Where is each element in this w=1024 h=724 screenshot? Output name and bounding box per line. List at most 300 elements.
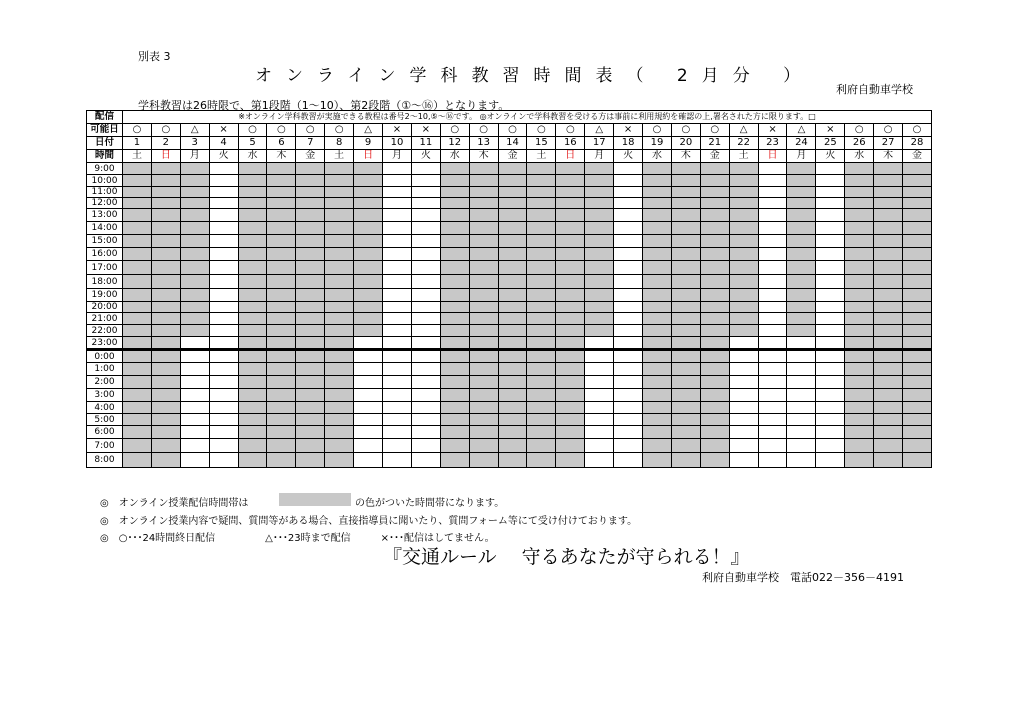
empty-slot: [411, 325, 440, 337]
empty-slot: [411, 302, 440, 313]
time-row: [87, 439, 932, 453]
empty-slot: [729, 376, 758, 389]
empty-slot: [614, 414, 643, 426]
delivery-slot: [845, 289, 874, 302]
availability-mark: ○: [845, 124, 874, 137]
delivery-slot: [151, 198, 180, 209]
empty-slot: [787, 376, 816, 389]
delivery-slot: [469, 439, 498, 453]
delivery-slot: [498, 261, 527, 275]
delivery-slot: [469, 337, 498, 350]
delivery-slot: [325, 248, 354, 261]
delivery-slot: [469, 222, 498, 235]
weekday-cell: 木: [671, 150, 700, 163]
delivery-slot: [903, 175, 932, 187]
delivery-slot: [671, 261, 700, 275]
delivery-slot: [700, 222, 729, 235]
delivery-slot: [903, 163, 932, 175]
availability-mark: ○: [296, 124, 325, 137]
delivery-slot: [643, 261, 672, 275]
delivery-slot: [151, 175, 180, 187]
delivery-slot: [903, 325, 932, 337]
delivery-slot: [643, 163, 672, 175]
delivery-slot: [845, 402, 874, 414]
delivery-slot: [643, 414, 672, 426]
date-cell: 1: [123, 137, 152, 150]
delivery-slot: [671, 302, 700, 313]
delivery-slot: [325, 363, 354, 376]
delivery-slot: [874, 414, 903, 426]
weekday-cell: 金: [498, 150, 527, 163]
delivery-slot: [296, 261, 325, 275]
delivery-slot: [498, 198, 527, 209]
delivery-slot: [440, 439, 469, 453]
delivery-slot: [729, 248, 758, 261]
delivery-slot: [325, 337, 354, 350]
delivery-slot: [671, 402, 700, 414]
empty-slot: [209, 248, 238, 261]
delivery-slot: [729, 163, 758, 175]
delivery-slot: [845, 198, 874, 209]
date-cell: 13: [469, 137, 498, 150]
delivery-slot: [845, 325, 874, 337]
delivery-slot: [440, 175, 469, 187]
empty-slot: [758, 209, 787, 222]
delivery-slot: [874, 337, 903, 350]
delivery-slot: [325, 302, 354, 313]
delivery-slot: [123, 209, 152, 222]
delivery-slot: [123, 453, 152, 468]
empty-slot: [816, 261, 845, 275]
delivery-slot: [787, 302, 816, 313]
time-row: [87, 350, 932, 363]
delivery-slot: [296, 198, 325, 209]
delivery-slot: [700, 209, 729, 222]
empty-slot: [758, 439, 787, 453]
delivery-slot: [556, 363, 585, 376]
delivery-slot: [325, 439, 354, 453]
delivery-slot: [123, 187, 152, 198]
empty-slot: [816, 453, 845, 468]
delivery-slot: [903, 350, 932, 363]
delivery-slot: [180, 222, 209, 235]
delivery-slot: [180, 289, 209, 302]
empty-slot: [758, 337, 787, 350]
delivery-slot: [643, 302, 672, 313]
delivery-slot: [325, 275, 354, 289]
empty-slot: [180, 363, 209, 376]
weekday-cell: 火: [209, 150, 238, 163]
empty-slot: [411, 376, 440, 389]
weekday-cell: 水: [643, 150, 672, 163]
delivery-slot: [498, 439, 527, 453]
weekday-cell: 日: [556, 150, 585, 163]
empty-slot: [383, 222, 412, 235]
delivery-slot: [643, 439, 672, 453]
availability-mark: ×: [614, 124, 643, 137]
empty-slot: [758, 275, 787, 289]
delivery-slot: [440, 389, 469, 402]
delivery-slot: [556, 325, 585, 337]
empty-slot: [816, 198, 845, 209]
empty-slot: [758, 198, 787, 209]
delivery-slot: [874, 209, 903, 222]
delivery-slot: [123, 325, 152, 337]
delivery-slot: [180, 235, 209, 248]
delivery-slot: [729, 222, 758, 235]
delivery-slot: [354, 209, 383, 222]
empty-slot: [729, 439, 758, 453]
empty-slot: [383, 289, 412, 302]
delivery-slot: [671, 414, 700, 426]
delivery-slot: [267, 275, 296, 289]
time-row: [87, 325, 932, 337]
delivery-slot: [556, 313, 585, 325]
delivery-slot: [325, 222, 354, 235]
appendix-tag: 別表 3: [138, 50, 171, 63]
delivery-slot: [296, 439, 325, 453]
date-cell: 22: [729, 137, 758, 150]
delivery-slot: [123, 275, 152, 289]
delivery-slot: [671, 222, 700, 235]
delivery-slot: [874, 376, 903, 389]
delivery-slot: [354, 289, 383, 302]
delivery-slot: [123, 163, 152, 175]
empty-slot: [411, 439, 440, 453]
delivery-slot: [238, 389, 267, 402]
empty-slot: [411, 261, 440, 275]
empty-slot: [758, 175, 787, 187]
date-cell: 9: [354, 137, 383, 150]
delivery-slot: [325, 414, 354, 426]
empty-slot: [614, 439, 643, 453]
time-row: [87, 261, 932, 275]
empty-slot: [209, 439, 238, 453]
delivery-slot: [238, 302, 267, 313]
delivery-slot: [151, 261, 180, 275]
delivery-slot: [267, 235, 296, 248]
delivery-slot: [874, 261, 903, 275]
delivery-slot: [296, 275, 325, 289]
empty-slot: [411, 289, 440, 302]
empty-slot: [585, 350, 614, 363]
empty-slot: [383, 175, 412, 187]
availability-mark: ○: [498, 124, 527, 137]
weekday-cell: 水: [440, 150, 469, 163]
empty-slot: [209, 313, 238, 325]
delivery-slot: [440, 248, 469, 261]
delivery-slot: [267, 175, 296, 187]
delivery-slot: [238, 453, 267, 468]
time-row: [87, 163, 932, 175]
delivery-slot: [440, 313, 469, 325]
delivery-slot: [238, 289, 267, 302]
delivery-slot: [296, 414, 325, 426]
empty-slot: [614, 175, 643, 187]
delivery-slot: [469, 389, 498, 402]
empty-slot: [209, 235, 238, 248]
delivery-slot: [440, 261, 469, 275]
empty-slot: [411, 235, 440, 248]
delivery-slot: [671, 275, 700, 289]
empty-slot: [729, 337, 758, 350]
delivery-slot: [874, 248, 903, 261]
empty-slot: [816, 289, 845, 302]
delivery-slot: [123, 414, 152, 426]
delivery-slot: [296, 209, 325, 222]
delivery-slot: [238, 402, 267, 414]
weekday-cell: 日: [354, 150, 383, 163]
delivery-slot: [585, 175, 614, 187]
empty-slot: [411, 187, 440, 198]
delivery-slot: [643, 248, 672, 261]
empty-slot: [383, 426, 412, 439]
delivery-slot: [874, 426, 903, 439]
availability-mark: △: [729, 124, 758, 137]
delivery-slot: [325, 313, 354, 325]
delivery-slot: [123, 261, 152, 275]
delivery-slot: [296, 325, 325, 337]
date-cell: 3: [180, 137, 209, 150]
time-label-cell: 8:00: [87, 453, 123, 468]
delivery-slot: [700, 235, 729, 248]
delivery-slot: [585, 261, 614, 275]
delivery-slot: [238, 261, 267, 275]
empty-slot: [383, 187, 412, 198]
empty-slot: [614, 261, 643, 275]
date-cell: 14: [498, 137, 527, 150]
delivery-slot: [585, 289, 614, 302]
delivery-slot: [469, 235, 498, 248]
empty-slot: [758, 248, 787, 261]
delivery-slot: [238, 198, 267, 209]
empty-slot: [758, 414, 787, 426]
delivery-slot: [123, 289, 152, 302]
empty-slot: [729, 453, 758, 468]
empty-slot: [614, 235, 643, 248]
empty-slot: [787, 414, 816, 426]
delivery-slot: [874, 439, 903, 453]
date-cell: 16: [556, 137, 585, 150]
empty-slot: [354, 389, 383, 402]
delivery-slot: [903, 376, 932, 389]
empty-slot: [383, 350, 412, 363]
delivery-slot: [527, 402, 556, 414]
delivery-slot: [238, 187, 267, 198]
delivery-slot: [643, 453, 672, 468]
delivery-slot: [556, 426, 585, 439]
time-label-cell: 11:00: [87, 187, 123, 198]
delivery-slot: [845, 439, 874, 453]
empty-slot: [614, 198, 643, 209]
note-row: [87, 111, 932, 124]
delivery-slot: [845, 313, 874, 325]
delivery-slot: [440, 453, 469, 468]
availability-mark: ○: [440, 124, 469, 137]
delivery-slot: [267, 363, 296, 376]
delivery-slot: [874, 175, 903, 187]
time-row: [87, 389, 932, 402]
time-row: [87, 402, 932, 414]
delivery-slot: [267, 414, 296, 426]
delivery-slot: [903, 389, 932, 402]
delivery-slot: [325, 350, 354, 363]
delivery-slot: [296, 187, 325, 198]
weekday-cell: 土: [527, 150, 556, 163]
date-cell: 5: [238, 137, 267, 150]
date-row: [87, 137, 932, 150]
legend-shade-text: ◎ オンライン授業配信時間帯は: [100, 498, 249, 509]
time-row: [87, 198, 932, 209]
empty-slot: [729, 350, 758, 363]
availability-mark: ○: [874, 124, 903, 137]
empty-slot: [411, 414, 440, 426]
delivery-slot: [556, 163, 585, 175]
empty-slot: [729, 363, 758, 376]
delivery-slot: [874, 222, 903, 235]
delivery-slot: [643, 175, 672, 187]
delivery-slot: [267, 337, 296, 350]
empty-slot: [354, 402, 383, 414]
delivery-slot: [180, 175, 209, 187]
delivery-slot: [671, 175, 700, 187]
delivery-slot: [267, 209, 296, 222]
weekday-cell: 金: [700, 150, 729, 163]
delivery-slot: [440, 402, 469, 414]
time-label-cell: 21:00: [87, 313, 123, 325]
delivery-slot: [700, 302, 729, 313]
empty-slot: [209, 302, 238, 313]
delivery-slot: [643, 275, 672, 289]
delivery-slot: [671, 389, 700, 402]
delivery-slot: [845, 187, 874, 198]
time-label-cell: 9:00: [87, 163, 123, 175]
empty-slot: [209, 402, 238, 414]
delivery-slot: [671, 376, 700, 389]
time-label-cell: 23:00: [87, 337, 123, 350]
weekday-cell: 火: [614, 150, 643, 163]
delivery-slot: [874, 453, 903, 468]
delivery-slot: [527, 414, 556, 426]
time-row: [87, 289, 932, 302]
date-cell: 7: [296, 137, 325, 150]
delivery-slot: [527, 313, 556, 325]
time-label-cell: 19:00: [87, 289, 123, 302]
delivery-slot: [440, 376, 469, 389]
weekday-cell: 日: [151, 150, 180, 163]
available-row: [87, 124, 932, 137]
delivery-slot: [527, 222, 556, 235]
delivery-slot: [267, 187, 296, 198]
time-label-cell: 1:00: [87, 363, 123, 376]
delivery-slot: [151, 187, 180, 198]
delivery-slot: [845, 175, 874, 187]
delivery-slot: [903, 222, 932, 235]
time-row: [87, 275, 932, 289]
delivery-slot: [354, 235, 383, 248]
availability-mark: ○: [556, 124, 585, 137]
delivery-slot: [123, 302, 152, 313]
delivery-slot: [469, 313, 498, 325]
delivery-slot: [469, 248, 498, 261]
availability-mark: △: [354, 124, 383, 137]
delivery-slot: [354, 325, 383, 337]
time-label-cell: 15:00: [87, 235, 123, 248]
delivery-slot: [498, 163, 527, 175]
delivery-slot: [238, 325, 267, 337]
empty-slot: [383, 402, 412, 414]
empty-slot: [180, 453, 209, 468]
empty-slot: [180, 389, 209, 402]
delivery-slot: [903, 453, 932, 468]
empty-slot: [758, 402, 787, 414]
delivery-slot: [267, 426, 296, 439]
empty-slot: [411, 426, 440, 439]
delivery-slot: [527, 175, 556, 187]
delivery-slot: [527, 289, 556, 302]
empty-slot: [209, 325, 238, 337]
empty-slot: [383, 325, 412, 337]
empty-slot: [614, 302, 643, 313]
empty-slot: [614, 453, 643, 468]
empty-slot: [209, 163, 238, 175]
empty-slot: [614, 426, 643, 439]
date-cell: 20: [671, 137, 700, 150]
delivery-slot: [787, 209, 816, 222]
time-label-cell: 12:00: [87, 198, 123, 209]
delivery-slot: [296, 376, 325, 389]
empty-slot: [614, 275, 643, 289]
delivery-slot: [585, 187, 614, 198]
empty-slot: [411, 198, 440, 209]
delivery-slot: [527, 325, 556, 337]
empty-slot: [758, 313, 787, 325]
delivery-slot: [874, 198, 903, 209]
empty-slot: [816, 363, 845, 376]
delivery-slot: [874, 363, 903, 376]
delivery-slot: [238, 414, 267, 426]
empty-slot: [411, 175, 440, 187]
delivery-slot: [643, 389, 672, 402]
empty-slot: [585, 363, 614, 376]
legend-shade-text-end: の色がついた時間帯になります。: [355, 498, 505, 509]
delivery-slot: [903, 337, 932, 350]
delivery-slot: [498, 402, 527, 414]
delivery-slot: [469, 289, 498, 302]
delivery-slot: [440, 222, 469, 235]
delivery-slot: [527, 363, 556, 376]
empty-slot: [816, 337, 845, 350]
empty-slot: [209, 426, 238, 439]
delivery-slot: [296, 302, 325, 313]
delivery-slot: [498, 414, 527, 426]
delivery-slot: [123, 350, 152, 363]
empty-slot: [411, 209, 440, 222]
empty-slot: [180, 439, 209, 453]
empty-slot: [383, 235, 412, 248]
delivery-slot: [845, 275, 874, 289]
date-cell: 15: [527, 137, 556, 150]
delivery-slot: [903, 235, 932, 248]
delivery-slot: [643, 363, 672, 376]
delivery-slot: [469, 376, 498, 389]
delivery-slot: [151, 248, 180, 261]
delivery-slot: [874, 389, 903, 402]
delivery-slot: [151, 350, 180, 363]
delivery-slot: [874, 402, 903, 414]
empty-slot: [209, 289, 238, 302]
empty-slot: [383, 302, 412, 313]
